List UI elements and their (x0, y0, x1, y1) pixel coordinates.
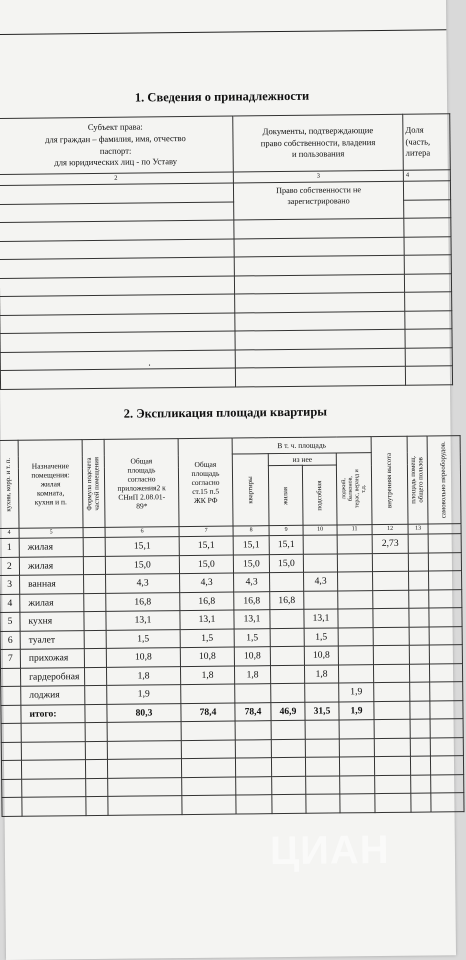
cell-zhk: 10,8 (180, 647, 234, 666)
col-num: 8 (233, 526, 269, 536)
empty-cell (374, 756, 410, 775)
common-area-header: площадь помещ. общего пользов (407, 436, 428, 524)
blank-cell (235, 329, 405, 349)
empty-cell (236, 776, 272, 795)
total-aux: 31,5 (305, 701, 339, 720)
total-snip-header: Общая площадь согласно приложения2 к СНиП 2.08.01- 89* (104, 439, 179, 528)
blank-cell (0, 257, 234, 278)
cell-loggia (338, 646, 373, 665)
blank-cell (235, 348, 405, 368)
cell-unauth (429, 608, 462, 627)
col-num: 4 (0, 528, 19, 538)
cell-aux: 1,8 (304, 664, 338, 683)
cell-living (270, 609, 304, 628)
empty-cell (86, 796, 108, 815)
cell-unauth (428, 552, 461, 571)
cell-snip: 15,1 (105, 537, 179, 556)
cell-no: 1 (0, 538, 19, 557)
blank-cell (0, 368, 235, 389)
empty-cell (108, 777, 182, 796)
cell-common (410, 682, 430, 701)
watermark: ЦИАН (269, 827, 390, 874)
col-num: 7 (179, 526, 233, 537)
cell-height (373, 645, 409, 664)
total-snip: 80,3 (107, 703, 181, 722)
cell-snip: 15,0 (105, 555, 179, 574)
empty-cell (430, 719, 463, 738)
included-area-header: В т. ч. площадь (232, 437, 371, 454)
cell-apt: 10,8 (234, 647, 270, 666)
cell-unauth (430, 682, 463, 701)
empty-cell (411, 793, 431, 812)
cell-apt: 15,1 (233, 536, 269, 555)
cell-height (373, 608, 409, 627)
cell-zhk: 13,1 (180, 610, 234, 629)
blank-cell (404, 199, 451, 218)
cell-loggia (338, 664, 373, 683)
empty-cell (21, 723, 85, 742)
empty-cell (85, 722, 107, 741)
cell-height (373, 627, 409, 646)
empty-cell (182, 795, 236, 814)
blank-cell (405, 329, 452, 348)
blank-cell (0, 202, 234, 223)
cell-no: 6 (0, 631, 20, 650)
cell-apt: 13,1 (234, 610, 270, 629)
cell-formula (84, 611, 106, 630)
empty-cell (410, 719, 430, 738)
blank-cell (234, 237, 404, 257)
cell-apt: 16,8 (234, 591, 270, 610)
empty-cell (1, 760, 21, 779)
blank-cell (235, 292, 405, 312)
cell-zhk: 15,0 (179, 555, 233, 574)
cell-formula (84, 630, 106, 649)
col-num: 10 (303, 525, 337, 535)
height-header: внутренняя высота (371, 436, 408, 524)
empty-cell (374, 738, 410, 757)
empty-cell (235, 721, 271, 740)
empty-cell (236, 795, 272, 814)
cell-common (409, 590, 429, 609)
total-apt: 78,4 (235, 702, 271, 721)
empty-cell (410, 737, 430, 756)
cell-loggia (338, 609, 373, 628)
section2-title: 2. Экспликация площади квартиры (123, 404, 328, 421)
empty-cell (306, 775, 340, 794)
blank-cell (404, 255, 451, 274)
cell-living: 15,0 (269, 554, 303, 573)
total-loggia: 1,9 (339, 701, 374, 720)
empty-cell (272, 776, 306, 795)
cell-unauth (430, 663, 463, 682)
cell-snip: 10,8 (106, 648, 180, 667)
cell-apt: 1,5 (234, 628, 270, 647)
cell-aux: 4,3 (304, 572, 338, 591)
empty-cell (272, 794, 306, 813)
cell-formula (84, 648, 106, 667)
blank-cell (0, 313, 235, 334)
empty-cell (107, 722, 181, 741)
cell-height (373, 571, 409, 590)
empty-cell (340, 794, 375, 813)
subject-header: Субъект права: для граждан – фамилия, имя, отчество паспорт: для юридических лиц - по Уставу (0, 116, 233, 174)
cell-no: 2 (0, 557, 20, 576)
cell-aux: 10,8 (304, 646, 338, 665)
empty-cell (430, 737, 463, 756)
blank-cell (405, 310, 452, 329)
cell-loggia: 1,9 (339, 683, 374, 702)
total-zhk-header: Общая площадь согласно ст.15 п.5 ЖК РФ (178, 438, 233, 527)
col-num: 13 (408, 524, 428, 534)
empty-cell (339, 738, 374, 757)
cell-loggia (338, 627, 373, 646)
col-num (428, 524, 461, 534)
loggia-header: лоджий, балконов, терас, веранд и т.д. (336, 453, 372, 525)
cell-formula (85, 685, 107, 704)
cell-common (408, 534, 428, 553)
cell-common (409, 608, 429, 627)
empty-cell (21, 741, 85, 760)
empty-cell (374, 719, 410, 738)
cell-living (270, 628, 304, 647)
empty-cell (305, 738, 339, 757)
col-num: 12 (372, 524, 408, 534)
cell-apt (235, 684, 271, 703)
area-explication-table (0, 435, 465, 816)
cell-height (374, 664, 410, 683)
empty-cell (85, 741, 107, 760)
cell-zhk: 1,8 (180, 666, 234, 685)
blank-cell (403, 181, 450, 200)
cell-name: жилая (20, 593, 84, 612)
cell-no (0, 668, 20, 687)
col-num: 5 (19, 528, 83, 539)
cell-aux (305, 683, 339, 702)
blank-cell (0, 220, 234, 241)
section1-title: 1. Сведения о принадлежности (134, 88, 310, 105)
total-common (410, 700, 430, 719)
col-num (83, 527, 105, 537)
empty-cell (181, 721, 235, 740)
total-height (374, 701, 410, 720)
top-rule (0, 29, 446, 35)
purpose-header: Назначение помещения: жилая комната, кухня и п. (18, 440, 83, 529)
empty-cell (410, 756, 430, 775)
empty-cell (235, 758, 271, 777)
cell-name: кухня (20, 612, 84, 631)
cell-living (270, 665, 304, 684)
total-no (1, 705, 21, 724)
blank-cell (404, 273, 451, 292)
cell-zhk: 15,1 (179, 536, 233, 555)
room-rows (0, 534, 463, 705)
cell-common (409, 626, 429, 645)
cell-common (409, 645, 429, 664)
unauthorized-header: самовольно переоборудов. (427, 436, 461, 524)
cell-no: 4 (0, 594, 20, 613)
cell-aux: 13,1 (304, 609, 338, 628)
empty-cell (430, 756, 463, 775)
cell-unauth (428, 534, 461, 553)
blank-cell (0, 331, 235, 352)
cell-no: 7 (0, 649, 20, 668)
col-num-4: 4 (403, 170, 450, 181)
living-header: жилая (268, 465, 303, 525)
empty-cell (85, 759, 107, 778)
cell-aux (303, 535, 337, 554)
empty-cell (21, 760, 85, 779)
total-formula (85, 704, 107, 723)
total-label: итого: (21, 704, 85, 723)
blank-cell (0, 183, 234, 204)
total-zhk: 78,4 (181, 703, 235, 722)
cell-zhk (181, 684, 235, 703)
empty-cell (271, 739, 305, 758)
ownership-status: Право собственности не зарегистрировано (233, 181, 403, 220)
col-num-2: 2 (0, 172, 233, 185)
cell-living: 15,1 (269, 535, 303, 554)
cell-height (373, 590, 409, 609)
cell-unauth (429, 589, 462, 608)
cell-name: туалет (20, 630, 84, 649)
empty-cell (411, 774, 431, 793)
empty-cell (271, 757, 305, 776)
cell-formula (83, 537, 105, 556)
cell-snip: 13,1 (106, 611, 180, 630)
cell-snip: 1,8 (106, 666, 180, 685)
cell-formula (84, 593, 106, 612)
cell-name: ванная (20, 575, 84, 594)
formula-header: Формула подсчета частей помещения (82, 439, 105, 527)
share-header: Доля (часть, литера (403, 114, 451, 170)
cell-no: 3 (0, 575, 20, 594)
cell-zhk: 1,5 (180, 629, 234, 648)
empty-cell (375, 775, 411, 794)
blank-cell (234, 218, 404, 238)
empty-cell (339, 720, 374, 739)
blank-cell (405, 292, 452, 311)
cell-apt: 4,3 (234, 573, 270, 592)
blank-cell (0, 239, 234, 260)
blank-cell (404, 236, 451, 255)
cell-loggia (337, 553, 372, 572)
empty-cell (375, 793, 411, 812)
cell-no: 5 (0, 612, 20, 631)
empty-cell (181, 740, 235, 759)
empty-cell (340, 775, 375, 794)
cell-loggia (337, 535, 372, 554)
blank-cell (235, 311, 405, 331)
cell-snip: 4,3 (106, 574, 180, 593)
cell-loggia (338, 572, 373, 591)
cell-name: лоджия (21, 686, 85, 705)
ownership-table (0, 113, 453, 389)
empty-cell (306, 794, 340, 813)
cell-aux: 1,5 (304, 627, 338, 646)
cell-height (372, 553, 408, 572)
ink-dot: · (147, 360, 152, 372)
cell-common (409, 571, 429, 590)
cell-formula (84, 574, 106, 593)
empty-cell (1, 723, 21, 742)
blank-cell (404, 218, 451, 237)
empty-cell (431, 793, 464, 812)
of-it-header: из нее (268, 453, 336, 466)
cell-loggia (338, 590, 373, 609)
cell-living (271, 683, 305, 702)
apartment-header: квартиры (232, 454, 269, 526)
col-num: 11 (337, 525, 372, 535)
empty-cell (271, 720, 305, 739)
cell-zhk: 16,8 (180, 592, 234, 611)
empty-cell (2, 779, 22, 798)
empty-cell (108, 796, 182, 815)
empty-cell (305, 720, 339, 739)
col-num: 9 (269, 525, 303, 535)
room-no-header: кухни, корр. и т. п. (0, 440, 19, 528)
cell-apt: 15,0 (233, 554, 269, 573)
empty-cell (86, 778, 108, 797)
cell-living (270, 572, 304, 591)
total-unauth (430, 700, 463, 719)
documents-header: Документы, подтверждающие право собственности, владения и пользования (233, 114, 404, 172)
empty-cell (22, 778, 86, 797)
cell-aux (304, 590, 338, 609)
empty-cell (1, 742, 21, 761)
cell-zhk: 4,3 (180, 573, 234, 592)
auxiliary-header: подсобная (302, 465, 337, 525)
blank-cell (0, 294, 235, 315)
empty-cell (107, 740, 181, 759)
blank-cell (405, 366, 452, 385)
blank-cell (0, 276, 235, 297)
empty-cell (181, 758, 235, 777)
empty-cell (235, 739, 271, 758)
cell-name: гардеробная (20, 667, 84, 686)
cell-formula (84, 667, 106, 686)
cell-snip: 16,8 (106, 592, 180, 611)
empty-cell (305, 757, 339, 776)
total-living: 46,9 (271, 702, 305, 721)
cell-common (410, 663, 430, 682)
cell-no (1, 686, 21, 705)
cell-height (374, 682, 410, 701)
cell-apt: 1,8 (234, 665, 270, 684)
empty-cell (339, 757, 374, 776)
empty-cell (2, 797, 22, 816)
empty-cell (22, 797, 86, 816)
cell-unauth (429, 626, 462, 645)
col-num: 6 (105, 527, 179, 538)
cell-snip: 1,5 (106, 629, 180, 648)
cell-name: прихожая (20, 649, 84, 668)
cell-name: жилая (19, 538, 83, 557)
blank-cell (234, 255, 404, 275)
cell-living: 16,8 (270, 591, 304, 610)
cell-formula (83, 556, 105, 575)
empty-cell (107, 759, 181, 778)
cell-name: жилая (19, 556, 83, 575)
cell-height: 2,73 (372, 534, 408, 553)
empty-cell (431, 774, 464, 793)
col-num-3: 3 (233, 170, 403, 183)
cell-living (270, 646, 304, 665)
cell-aux (303, 553, 337, 572)
empty-cell (182, 777, 236, 796)
cell-unauth (429, 645, 462, 664)
cell-common (408, 553, 428, 572)
blank-cell (405, 347, 452, 366)
blank-cell (235, 366, 405, 386)
blank-cell (234, 274, 404, 294)
cell-unauth (429, 571, 462, 590)
cell-snip: 1,9 (107, 685, 181, 704)
blank-cell (0, 350, 235, 371)
